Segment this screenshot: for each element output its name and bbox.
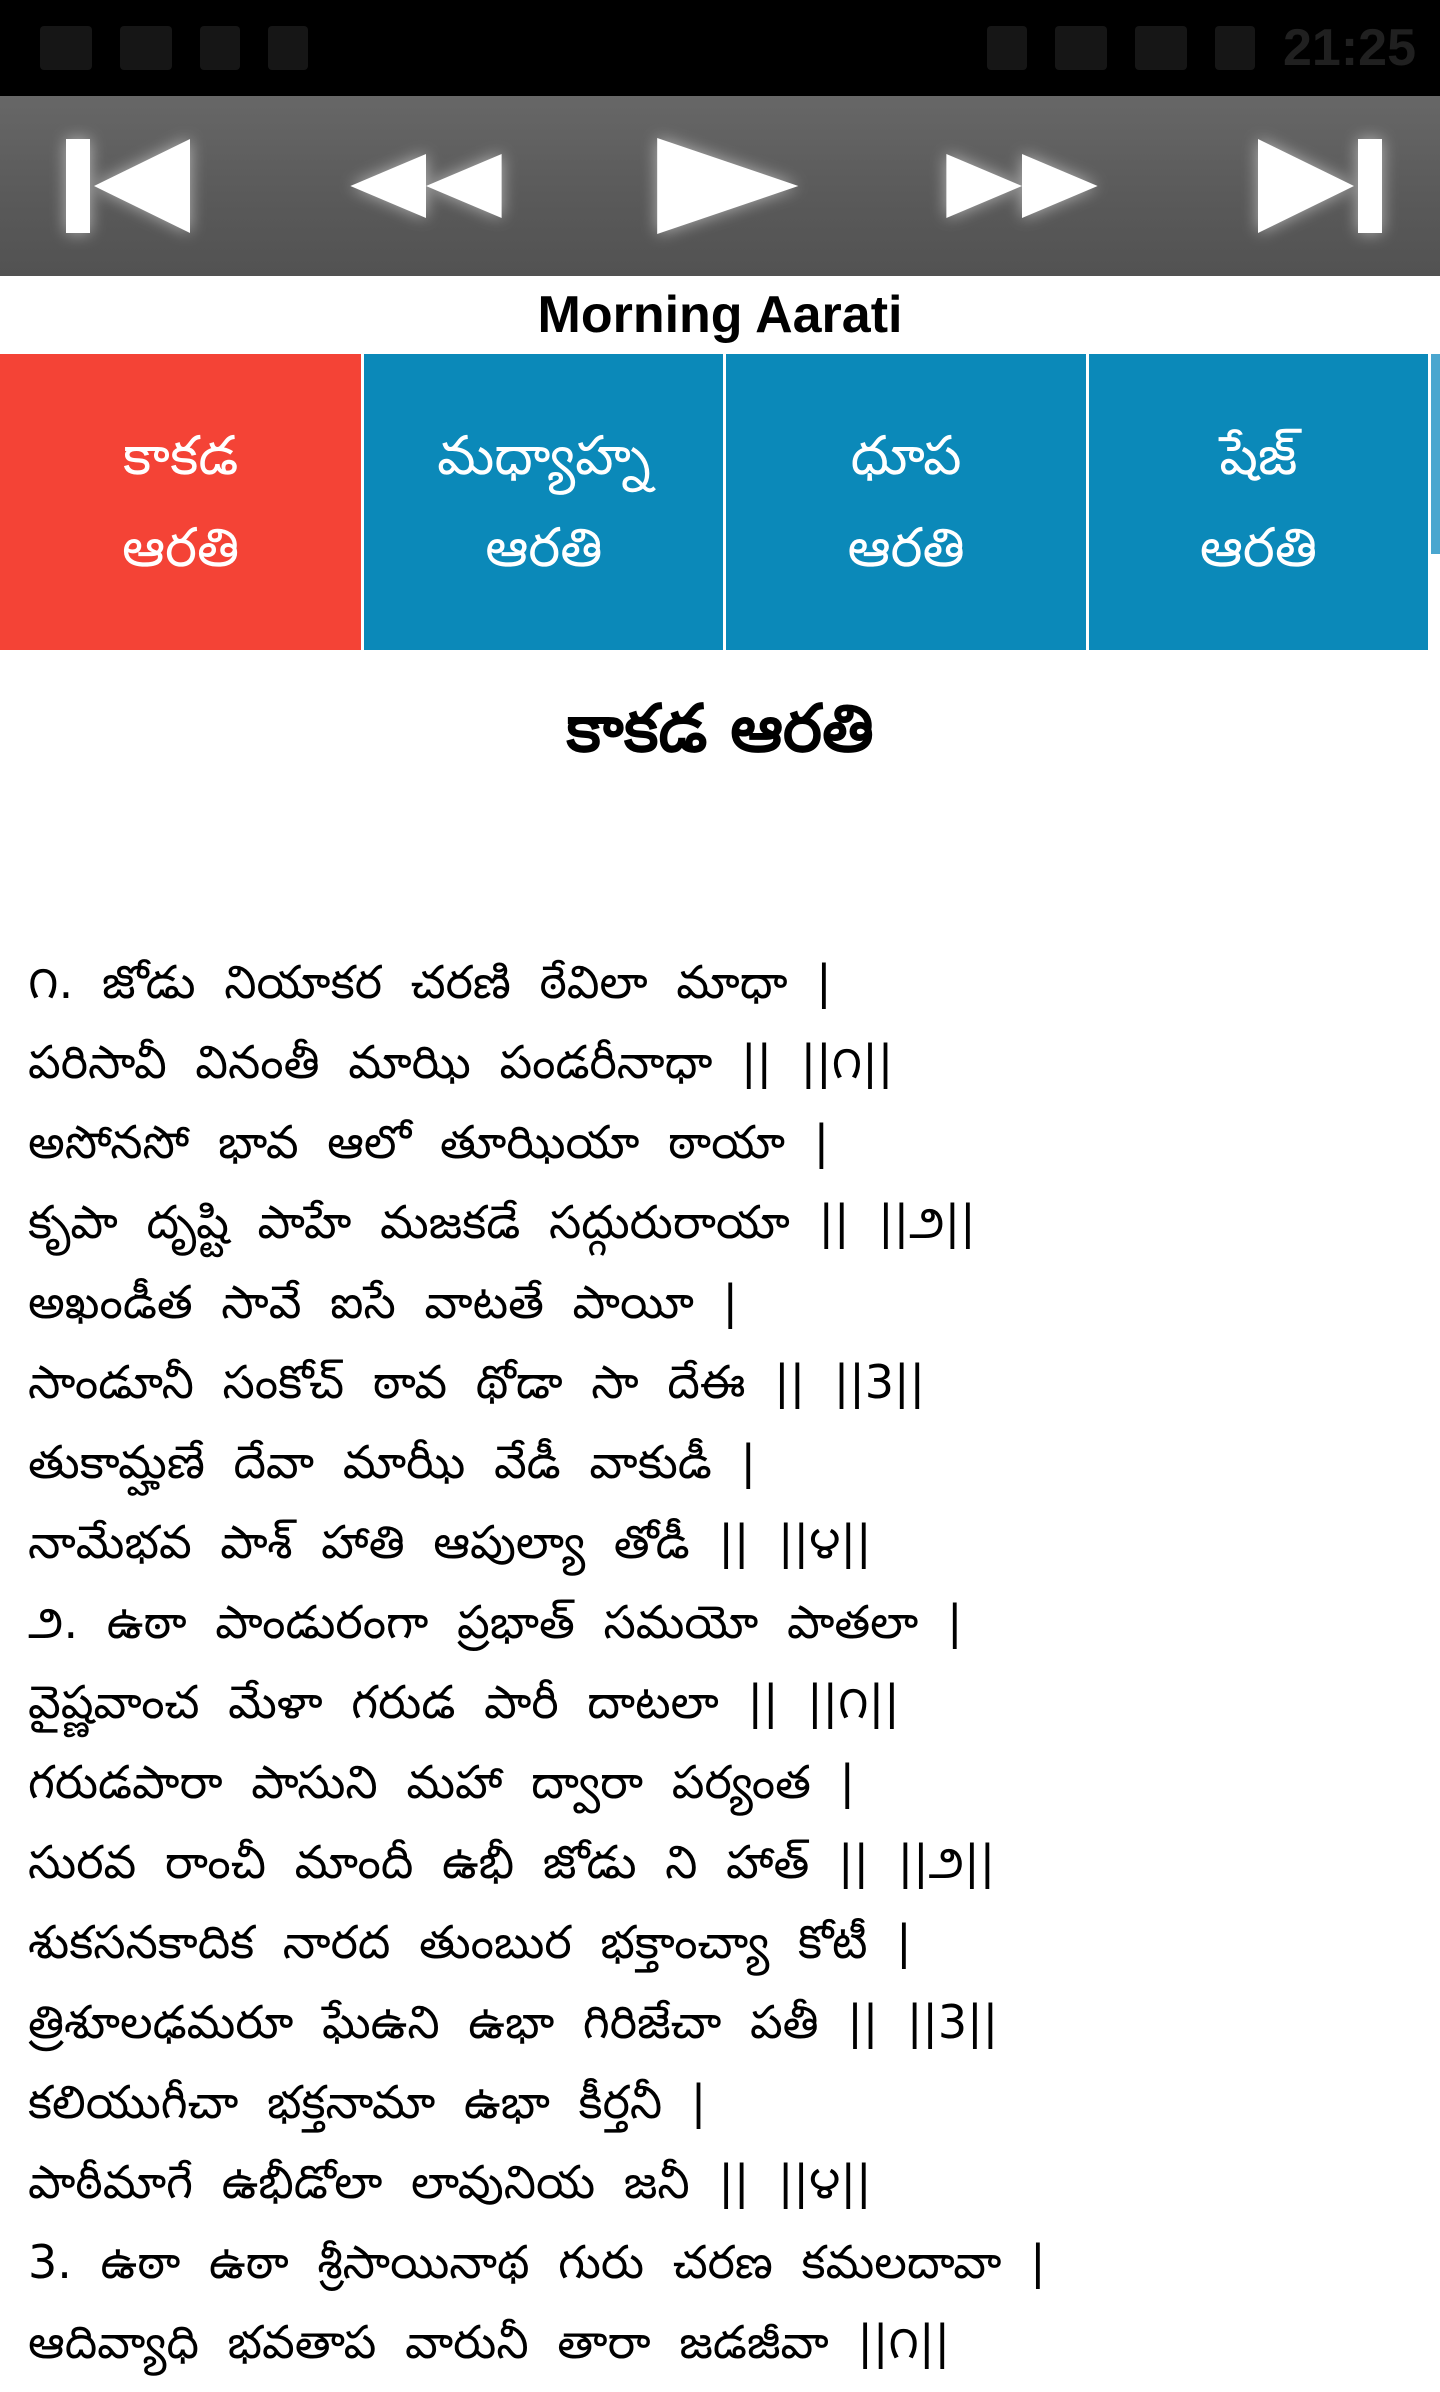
alarm-icon <box>987 26 1027 70</box>
rewind-icon <box>346 136 506 236</box>
verse-line: పరిసావీ వినంతీ మాఝి పండరీనాధా || ||౧|| <box>28 1035 894 1089</box>
status-system-icons <box>987 18 1416 78</box>
verse-line: సాండూనీ సంకోచ్ ఠావ థోడా సా దేఈ || ||3|| <box>28 1355 926 1409</box>
verse-line: కృపా దృష్టి పాహే మజకడే సద్గురురాయా || ||౨|| <box>28 1195 976 1249</box>
battery-icon <box>1215 26 1255 70</box>
tab-dhupa-aarati[interactable] <box>726 354 1085 650</box>
signal-icon <box>1135 26 1187 70</box>
verse-line: వైష్ణవాంచ మేళా గరుడ పారీ దాటలా || ||౧|| <box>28 1675 900 1729</box>
tab-shej-aarati[interactable] <box>1089 354 1428 650</box>
mail-icon <box>120 26 172 70</box>
usb-icon <box>40 26 92 70</box>
tab-label-line1: ధూప <box>850 424 962 487</box>
fast-forward-icon <box>942 136 1102 236</box>
verse-line: అసోనసో భావ ఆలో తూఝియా ఠాయా | <box>28 1115 830 1169</box>
verse-line: గరుడపారా పాసుని మహా ద్వారా పర్యంత | <box>28 1755 856 1809</box>
skip-to-start-button[interactable] <box>48 121 208 251</box>
sim-icon <box>268 26 308 70</box>
app-title: Morning Aarati <box>537 286 903 344</box>
tab-label-line1: మధ్యాహ్న <box>437 424 651 487</box>
play-icon <box>644 131 804 241</box>
verse-line: 3. ఉఠా ఉఠా శ్రీసాయినాథ గురు చరణ కమలదావా | <box>28 2235 1046 2289</box>
tab-label-line1: కాకడ <box>122 424 239 487</box>
fast-forward-button[interactable] <box>942 121 1102 251</box>
tab-label-line1: షేజ్ <box>1219 424 1298 487</box>
verse-line: తుకామ్హణే దేవా మాఝీ వేడీ వాకుడీ | <box>28 1435 756 1489</box>
tab-label-line2: ఆరతి <box>847 516 965 579</box>
verse-line: సురవ రాంచీ మాందీ ఉభీ జోడు ని హాత్ || ||౨|| <box>28 1835 996 1889</box>
aarati-heading: కాకడ ఆరతి <box>566 690 874 767</box>
next-tab-peek[interactable] <box>1431 354 1440 554</box>
rewind-button[interactable] <box>346 121 506 251</box>
verse-list <box>28 942 1428 2382</box>
status-notification-icons <box>40 26 308 70</box>
aarati-tabs <box>0 354 1440 650</box>
tab-label-line2: ఆరతి <box>121 516 240 579</box>
verse-line: శుకసనకాదిక నారద తుంబుర భక్తాంచ్యా కోటీ | <box>28 1915 912 1969</box>
calendar-icon <box>200 26 240 70</box>
aarati-content[interactable] <box>0 650 1440 2392</box>
verse-line: కలియుగీచా భక్తనామా ఉభా కీర్తనీ | <box>28 2075 707 2129</box>
verse-line: పాఠీమాగే ఉభీడోలా లావునియ జనీ || ||౪|| <box>28 2155 872 2209</box>
verse-line: ఆదివ్యాధి భవతాప వారునీ తారా జడజీవా ||౧|| <box>28 2315 950 2369</box>
status-bar <box>0 0 1440 96</box>
media-toolbar <box>0 96 1440 276</box>
skip-to-end-button[interactable] <box>1240 121 1400 251</box>
tab-madhyahna-aarati[interactable] <box>364 354 723 650</box>
skip-to-end-icon <box>1250 131 1390 241</box>
verse-line: నామేభవ పాశ్ హాతి ఆపుల్యా తోడీ || ||౪|| <box>28 1515 872 1569</box>
signal-icon <box>1055 26 1107 70</box>
play-button[interactable] <box>644 121 804 251</box>
verse-line: ౨. ఉఠా పాండురంగా ప్రభాత్ సమయో పాతలా | <box>28 1595 963 1649</box>
verse-line: త్రిశూలఢమరూ ఘేఉని ఉభా గిరిజేచా పతీ || ||3|| <box>28 1995 999 2049</box>
skip-to-start-icon <box>58 131 198 241</box>
status-time: 21:25 <box>1283 19 1416 77</box>
verse-line: ౧. జోడు నియాకర చరణి ఠేవిలా మాధా | <box>28 955 832 1009</box>
tab-label-line2: ఆరతి <box>485 516 603 579</box>
tab-kakada-aarati[interactable] <box>0 354 361 650</box>
tab-label-line2: ఆరతి <box>1199 516 1318 579</box>
verse-line: అఖండీత సావే ఐసే వాటతే పాయీ | <box>28 1275 739 1329</box>
